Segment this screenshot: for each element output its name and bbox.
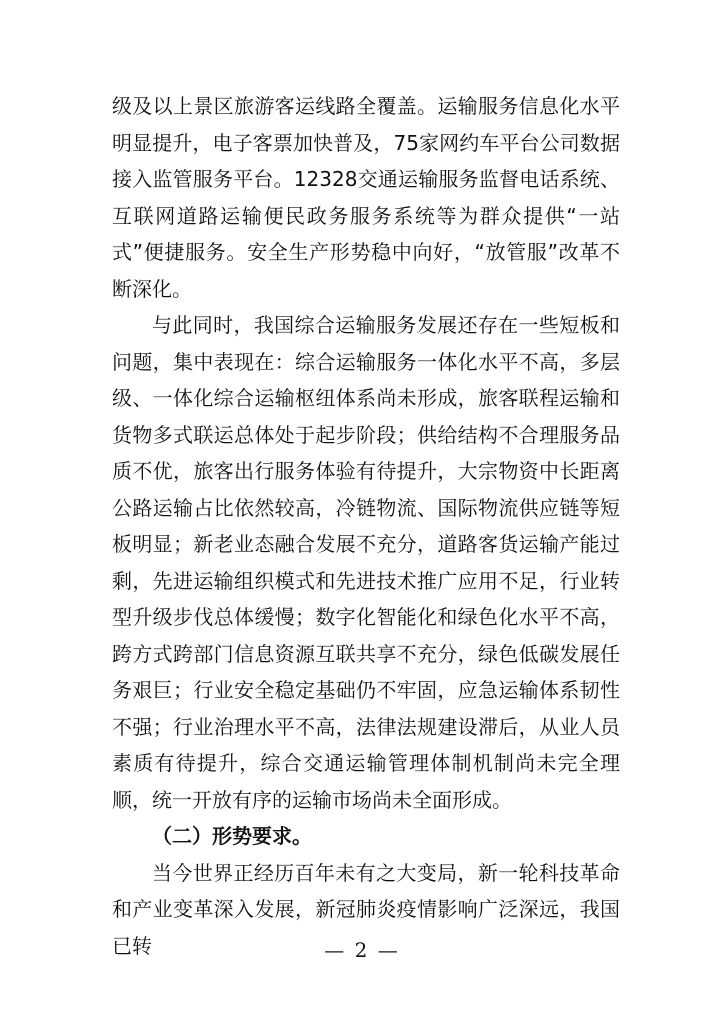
section-heading: （二）形势要求。: [152, 824, 312, 848]
paragraph-2: 与此同时，我国综合运输服务发展还存在一些短板和问题，集中表现在：综合运输服务一体化水平不高，多层级、一体化综合运输枢纽体系尚未形成，旅客联程运输和货物多式联运总体处于起步阶段；供给结构不合理服务品质不优，旅客出行服务体验有待提升，大宗物资中长距离公路运输占比依然较高，冷链物流、国际物流供应链等短板明显；新老业态融合发展不充分，道路客货运输产能过剩，先进运输组织模式和先进技术推广应用不足，行业转型升级步伐总体缓慢；数字化智能化和绿色化水平不高，跨方式跨部门信息资源互联共享不充分，绿色低碳发展任务艰巨；行业安全稳定基础仍不牢固，应急运输体系韧性不强；行业治理水平不高，法律法规建设滞后，从业人员素质有待提升，综合交通运输管理体制机制尚未完全理顺，统一开放有序的运输市场尚未全面形成。: [112, 313, 620, 812]
paragraph-1: 级及以上景区旅游客运线路全覆盖。运输服务信息化水平明显提升，电子客票加快普及，75家网约车平台公司数据接入监管服务平台。12328交通运输服务监督电话系统、互联网道路运输便民政务服务系统等为群众提供“一站式”便捷服务。安全生产形势稳中向好，“放管服”改革不断深化。: [112, 94, 620, 301]
paragraph-3: 当今世界正经历百年未有之大变局，新一轮科技革命和产业变革深入发展，新冠肺炎疫情影响广泛深远，我国已转: [112, 860, 620, 958]
body-text: [112, 88, 620, 964]
page-number: — 2 —: [324, 938, 400, 962]
